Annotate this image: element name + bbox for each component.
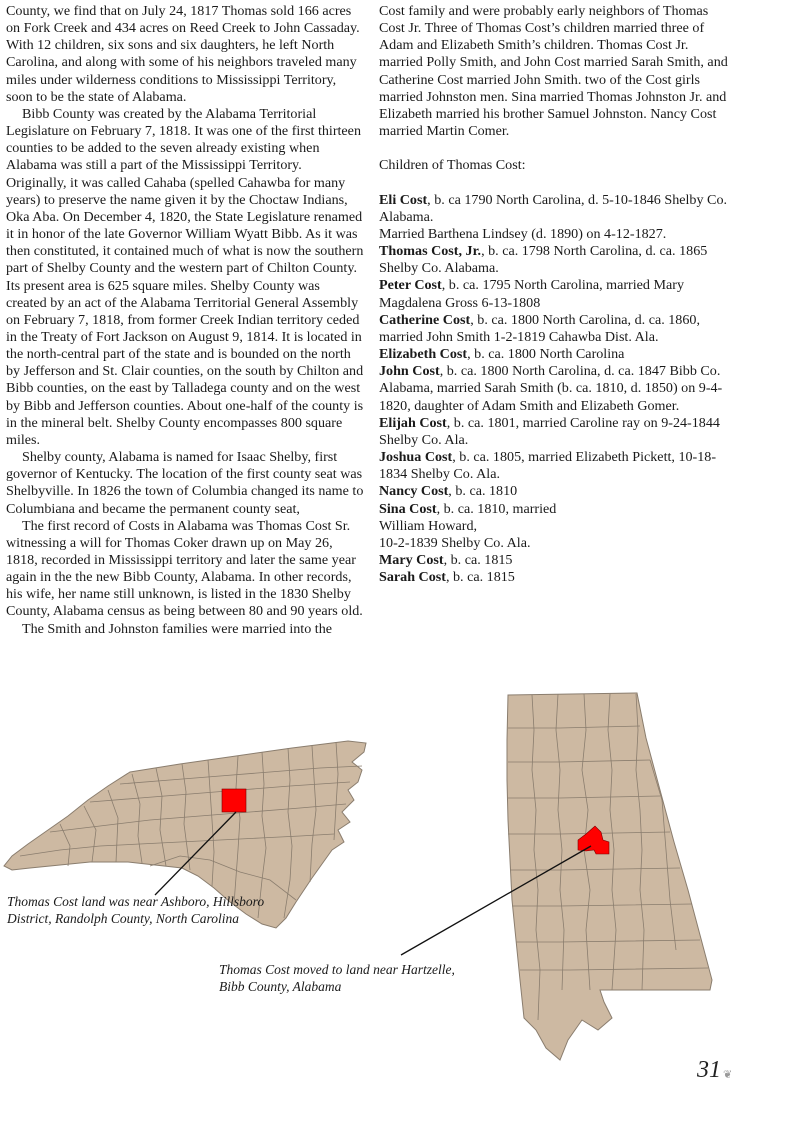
child-details: , b. ca. 1800 North Carolina, d. ca. 1847 Bibb Co. Alabama, married Sarah Smith (b. ca. 1810, d. 1850) on 9-4-1820, daughter of Adam Smith and Elizabeth Gomer. [379, 363, 723, 414]
child-details: 10-2-1839 Shelby Co. Ala. [379, 534, 531, 551]
al-map-caption [219, 961, 539, 995]
child-name: Elizabeth Cost [379, 346, 468, 363]
al-caption-line-2: Bibb County, Alabama [219, 979, 342, 994]
child-name: Sina Cost [379, 500, 437, 517]
child-details: , b. ca 1790 North Carolina, d. 5-10-1846 Shelby Co. Alabama. [379, 191, 728, 225]
alabama-map [401, 693, 712, 1060]
child-name: John Cost [379, 363, 440, 380]
child-name: Elijah Cost [379, 414, 447, 431]
left-paragraph: Bibb County was created by the Alabama Territorial Legislature on February 7, 1818. It was one of the first thirteen counties to be added to the seven already existing when Alabama was still a part of the Mississippi Territory. Originally, it was called Cahaba (spelled Cahawba for many years) to preserve the name given it by the Choctaw Indians, Oka Aba. On December 4, 1820, the State Legislature renamed it in honor of the late Governor William Wyatt Bibb. As it was then constituted, it contained much of what is now the southern part of Shelby County and the western part of Chilton County. Its present area is 625 square miles. Shelby County was created by an act of the Alabama Territorial General Assembly on February 7, 1818, from former Creek Indian territory ceded in the Treaty of Fort Jackson on August 9, 1814. It is located in the north-central part of the state and is bounded on the north by Jefferson and St. Clair counties, on the south by Chilton and Bibb counties, on the east by Talladega county and on the west by Bibb and Jefferson counties. About one-half of the county is in the mineral belt. Shelby County encompasses 800 square miles. [6, 105, 364, 448]
left-paragraph: The first record of Costs in Alabama was Thomas Cost Sr. witnessing a will for Thomas Coker drawn up on May 26, 1818, recorded in Mississippi territory and later the same year again in the the new Bibb County, Alabama. In other records, his wife, her name still unknown, is listed in the 1830 Shelby County, Alabama census as being between 80 and 90 years old. [6, 517, 363, 620]
child-details: William Howard, [379, 517, 478, 534]
child-details: , b. ca. 1815 [445, 569, 515, 586]
page-ornament-icon: ❦ [723, 1069, 733, 1081]
child-details: , b. ca. 1815 [443, 551, 513, 568]
child-details: , b. ca. 1798 North Carolina, d. ca. 1865 Shelby Co. Alabama. [379, 243, 708, 277]
child-details: , b. ca. 1800 North Carolina, d. ca. 1860, married John Smith 1-2-1819 Cahawba Dist. Ala. [379, 311, 700, 345]
left-paragraph: County, we find that on July 24, 1817 Thomas sold 166 acres on Fork Creek and 434 acres on Reed Creek to John Cassaday. With 12 children, six sons and six daughters, he left North Carolina, and along with some of his neighbors traveled many miles under wilderness conditions to Mississippi Territory, soon to be the state of Alabama. [6, 3, 360, 105]
right-intro-paragraph: Cost family and were probably early neighbors of Thomas Cost Jr. Three of Thomas Cost’s children married three of Adam and Elizabeth Smith’s children. Thomas Cost Jr. married Polly Smith, and John Cost married Sarah Smith, and Catherine Cost married John Smith. two of the Cost girls married Johnston men. Sina married Thomas Johnston Jr. and Elizabeth married his brother Samuel Johnston. Nancy Cost married Martin Comer. [379, 3, 728, 140]
child-name: Thomas Cost, Jr. [379, 243, 482, 260]
child-details: , b. ca. 1810 [448, 483, 518, 500]
child-details: , b. ca. 1801, married Caroline ray on 9-24-1844 Shelby Co. Ala. [379, 414, 720, 448]
child-name: Joshua Cost [379, 449, 453, 466]
child-details: , b. ca. 1795 North Carolina, married Mary Magdalena Gross 6-13-1808 [379, 277, 685, 311]
child-name: Eli Cost [379, 191, 428, 208]
children-heading: Children of Thomas Cost: [379, 157, 526, 174]
left-paragraph: The Smith and Johnston families were married into the [22, 620, 332, 637]
child-name: Catherine Cost [379, 311, 471, 328]
left-paragraph: Shelby county, Alabama is named for Isaac Shelby, first governor of Kentucky. The location of the first county seat was Shelbyville. In 1826 the town of Columbia changed its name to Columbiana and became the permanent county seat, [6, 449, 364, 517]
nc-map-caption [7, 893, 327, 927]
child-details: , b. ca. 1810, married [436, 500, 557, 517]
randolph-county-highlight [222, 789, 246, 812]
child-name: Nancy Cost [379, 483, 449, 500]
child-details: , b. ca. 1805, married Elizabeth Pickett, 10-18-1834 Shelby Co. Ala. [379, 449, 717, 483]
page-number: 31 [697, 1057, 721, 1083]
child-name: Peter Cost [379, 277, 442, 294]
child-name: Sarah Cost [379, 569, 446, 586]
child-details: Married Barthena Lindsey (d. 1890) on 4-12-1827. [379, 226, 667, 242]
nc-caption-line-2: District, Randolph County, North Carolina [7, 911, 240, 926]
nc-caption-line-1: Thomas Cost land was near Ashboro, Hillsboro [7, 894, 265, 909]
child-details: , b. ca. 1800 North Carolina [467, 346, 625, 363]
child-name: Mary Cost [379, 551, 444, 568]
al-caption-line-1: Thomas Cost moved to land near Hartzelle, [219, 962, 455, 977]
